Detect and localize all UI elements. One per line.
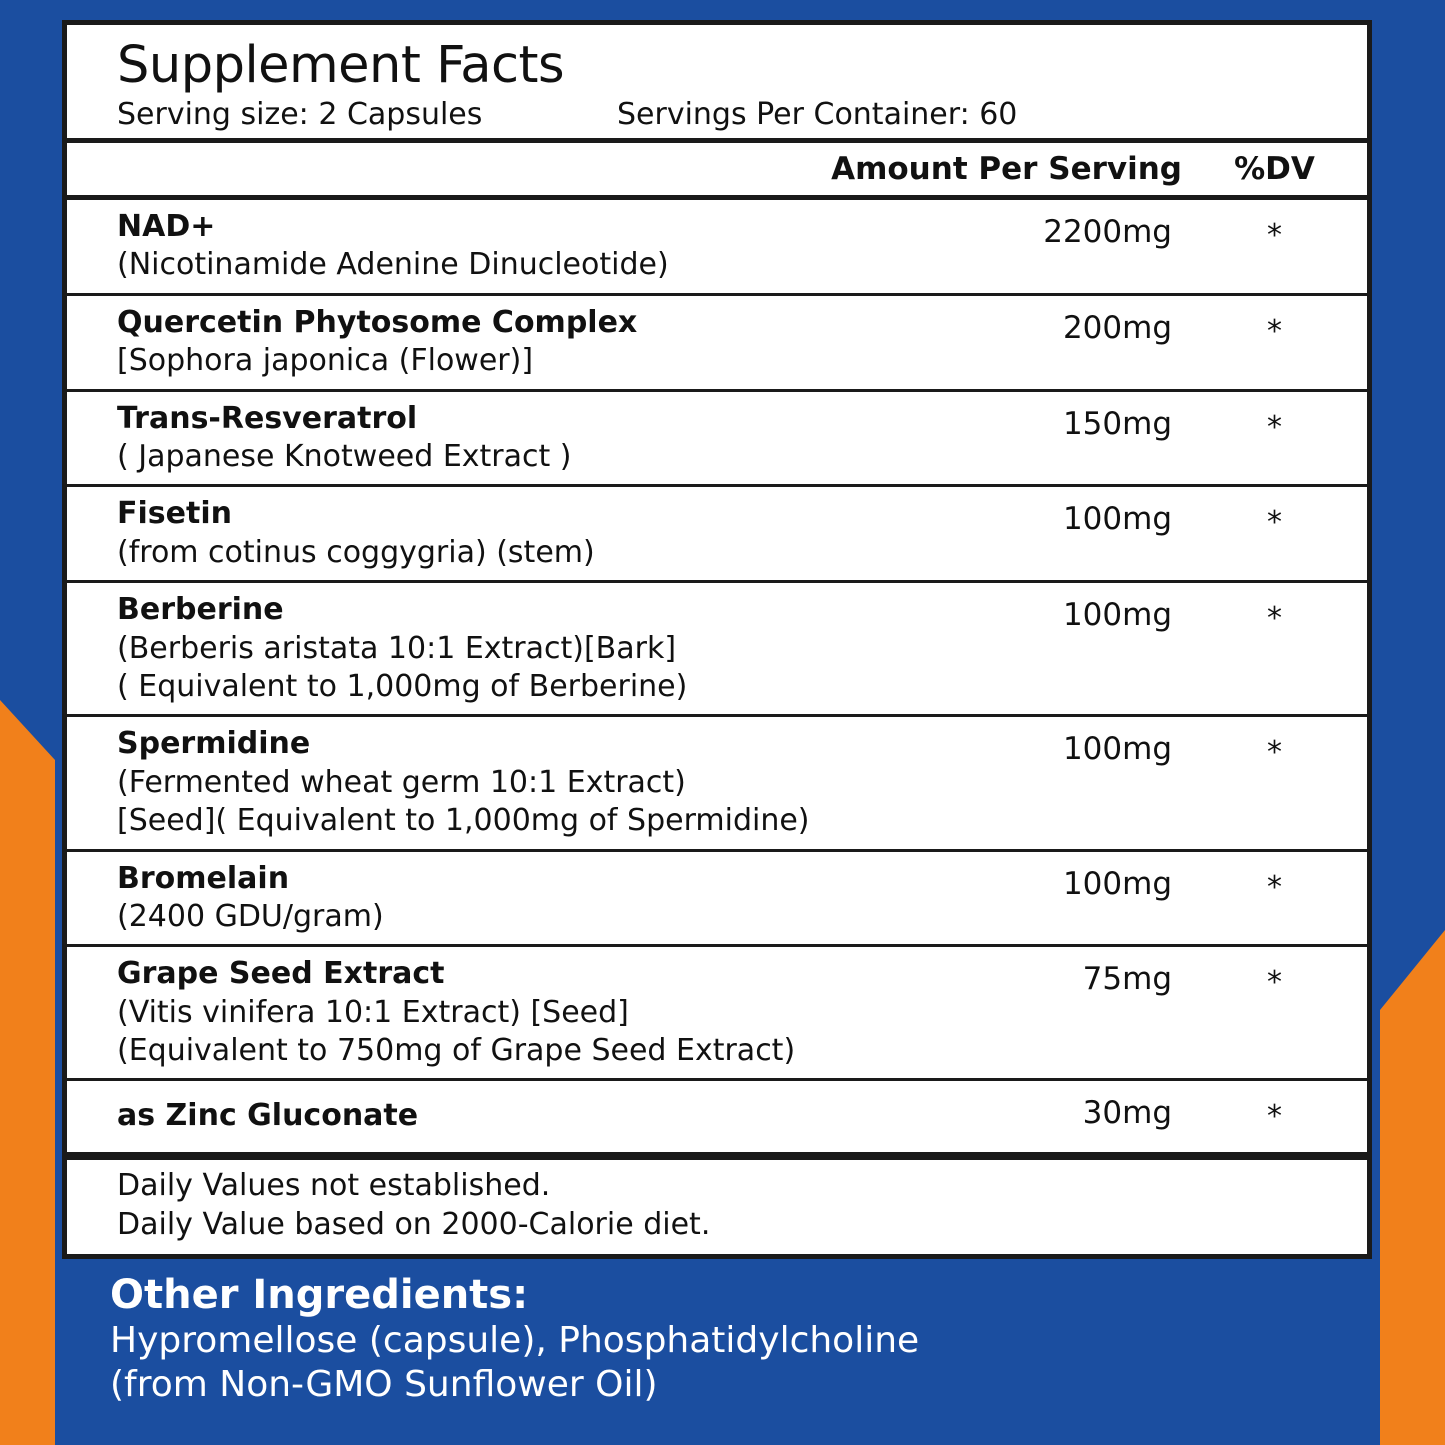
nutrient-subtitle-2: (Equivalent to 750mg of Grape Seed Extract) bbox=[117, 1033, 796, 1069]
nutrient-subtitle: (2400 GDU/gram) bbox=[117, 898, 384, 934]
nutrient-name bbox=[67, 852, 812, 945]
nutrient-dv: * bbox=[1267, 965, 1282, 1001]
table-column-headers bbox=[67, 143, 1367, 200]
table-row bbox=[67, 583, 1367, 717]
table-row bbox=[67, 947, 1367, 1081]
serving-info bbox=[117, 97, 1347, 132]
nutrient-title: Fisetin bbox=[117, 496, 232, 532]
nutrient-dv: * bbox=[1267, 601, 1282, 637]
nutrient-name bbox=[67, 717, 812, 848]
nutrient-title: Spermidine bbox=[117, 726, 311, 762]
nutrient-subtitle: (from cotinus coggygria) (stem) bbox=[117, 534, 595, 570]
table-row bbox=[67, 717, 1367, 851]
nutrient-title: NAD+ bbox=[117, 209, 216, 245]
footnotes bbox=[67, 1155, 1367, 1254]
nutrient-amount: 200mg bbox=[1062, 309, 1172, 346]
nutrient-amount: 2200mg bbox=[1043, 214, 1172, 251]
serving-size: Serving size: 2 Capsules bbox=[117, 97, 483, 133]
nutrient-amount: 100mg bbox=[1062, 731, 1172, 768]
nutrient-amount: 100mg bbox=[1062, 501, 1172, 538]
nutrient-subtitle: (Nicotinamide Adenine Dinucleotide) bbox=[117, 247, 669, 283]
footnote-calorie-diet: Daily Value based on 2000-Calorie diet. bbox=[117, 1206, 711, 1242]
nutrient-subtitle: [Sophora japonica (Flower)] bbox=[117, 343, 534, 379]
nutrient-title: as Zinc Gluconate bbox=[117, 1098, 419, 1134]
nutrient-name bbox=[67, 1081, 812, 1151]
nutrient-name bbox=[67, 200, 812, 293]
nutrient-title: Quercetin Phytosome Complex bbox=[117, 304, 638, 340]
nutrient-amount: 100mg bbox=[1062, 597, 1172, 634]
nutrient-title: Trans-Resveratrol bbox=[117, 400, 418, 436]
table-row bbox=[67, 296, 1367, 392]
nutrient-name bbox=[67, 583, 812, 714]
supplement-facts-panel bbox=[62, 20, 1372, 1259]
table-row bbox=[67, 200, 1367, 296]
column-header-dv: %DV bbox=[1234, 151, 1315, 188]
servings-per-container: Servings Per Container: 60 bbox=[617, 97, 1018, 133]
footnote-daily-values: Daily Values not established. bbox=[117, 1167, 551, 1203]
nutrient-name bbox=[67, 487, 812, 580]
table-row bbox=[67, 852, 1367, 948]
nutrient-dv: * bbox=[1267, 735, 1282, 771]
table-row bbox=[67, 392, 1367, 488]
nutrient-dv: * bbox=[1267, 869, 1282, 905]
nutrient-dv: * bbox=[1267, 313, 1282, 349]
other-ingredients-section bbox=[110, 1272, 1400, 1407]
table-row bbox=[67, 1081, 1367, 1154]
page-title: Supplement Facts bbox=[117, 36, 565, 95]
nutrient-title: Berberine bbox=[117, 592, 284, 628]
other-ingredients-title: Other Ingredients: bbox=[110, 1272, 529, 1318]
nutrient-name bbox=[67, 947, 812, 1078]
nutrient-subtitle: ( Japanese Knotweed Extract ) bbox=[117, 439, 572, 474]
nutrient-subtitle: (Fermented wheat germ 10:1 Extract) bbox=[117, 764, 686, 800]
nutrient-amount: 150mg bbox=[1062, 405, 1172, 442]
nutrient-subtitle-2: ( Equivalent to 1,000mg of Berberine) bbox=[117, 668, 688, 704]
nutrient-subtitle: (Vitis vinifera 10:1 Extract) [Seed] bbox=[117, 994, 629, 1030]
nutrient-name bbox=[67, 296, 812, 389]
supplement-facts-header bbox=[67, 25, 1367, 143]
nutrient-dv: * bbox=[1267, 1099, 1282, 1135]
nutrient-amount: 100mg bbox=[1062, 865, 1172, 902]
nutrient-dv: * bbox=[1267, 218, 1282, 254]
nutrient-dv: * bbox=[1267, 505, 1282, 541]
nutrient-subtitle-2: [Seed]( Equivalent to 1,000mg of Spermidine) bbox=[117, 803, 810, 839]
other-ingredients-line-2: (from Non-GMO Sunflower Oil) bbox=[110, 1364, 658, 1406]
nutrient-title: Bromelain bbox=[117, 860, 290, 896]
nutrient-name bbox=[67, 392, 812, 485]
nutrient-amount: 75mg bbox=[1082, 961, 1172, 998]
nutrient-title: Grape Seed Extract bbox=[117, 956, 445, 992]
nutrient-amount: 30mg bbox=[1082, 1095, 1172, 1132]
table-row bbox=[67, 487, 1367, 583]
nutrient-subtitle: (Berberis aristata 10:1 Extract)[Bark] bbox=[117, 630, 677, 666]
other-ingredients-line-1: Hypromellose (capsule), Phosphatidylcholine bbox=[110, 1320, 920, 1361]
column-header-amount: Amount Per Serving bbox=[831, 151, 1182, 188]
nutrient-dv: * bbox=[1267, 409, 1282, 445]
